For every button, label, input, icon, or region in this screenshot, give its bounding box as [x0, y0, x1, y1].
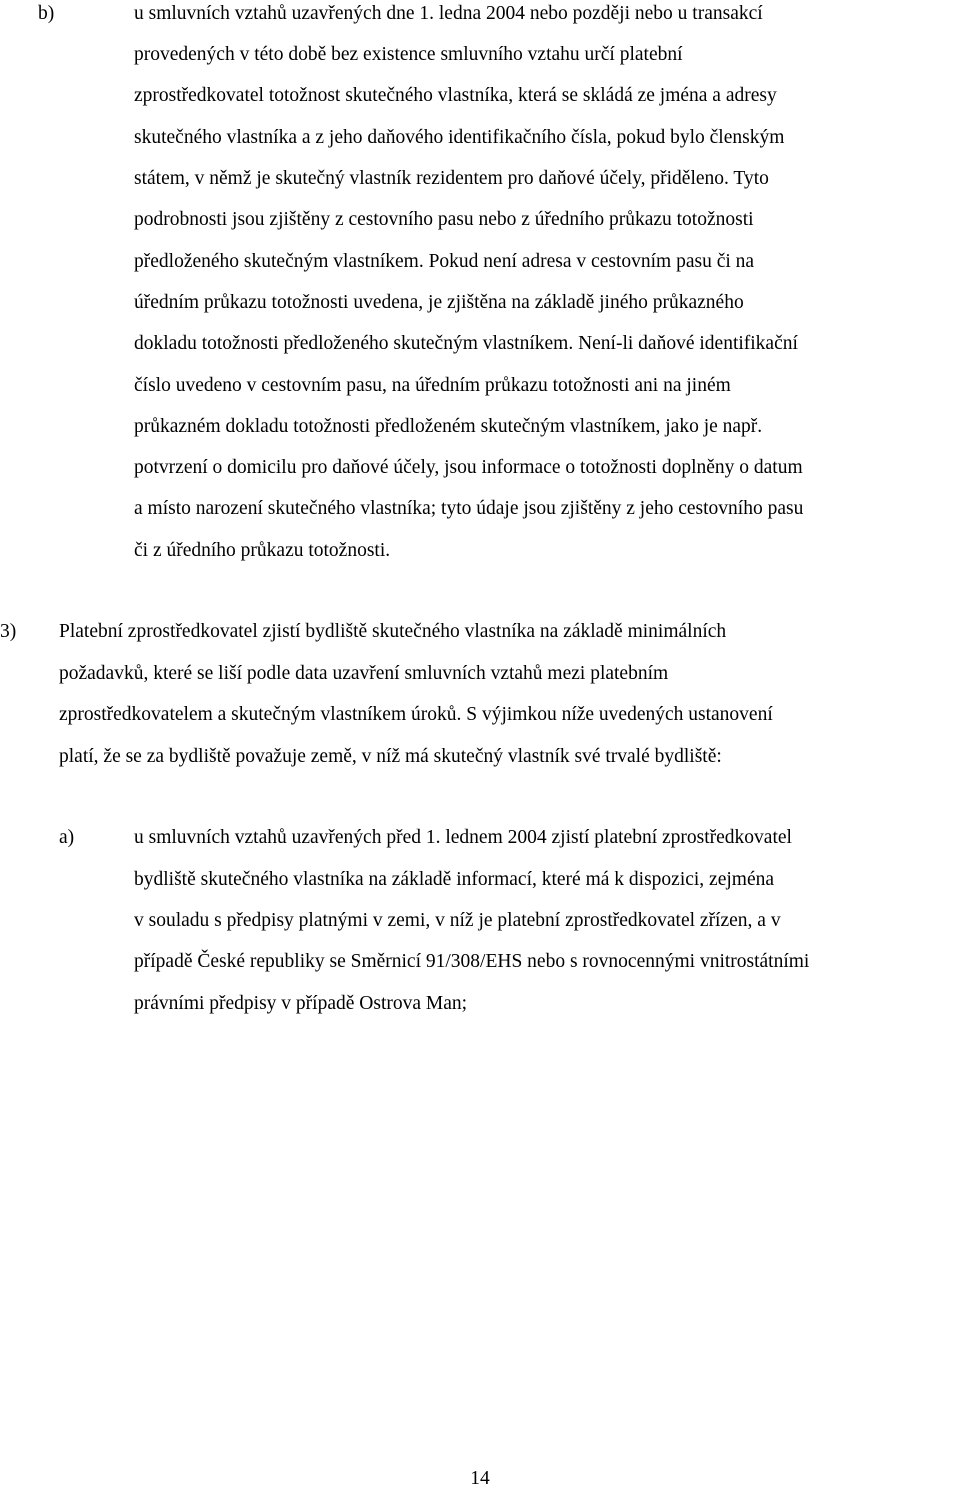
item-3-line: zprostředkovatelem a skutečným vlastníkem úroků. S výjimkou níže uvedených ustanovení — [59, 704, 773, 725]
item-b-line: státem, v němž je skutečný vlastník rezidentem pro daňové účely, přiděleno. Tyto — [134, 168, 769, 189]
item-b-line: průkazném dokladu totožnosti předloženém skutečným vlastníkem, jako je např. — [134, 416, 763, 437]
page-number: 14 — [470, 1468, 490, 1489]
item-a-line: případě České republiky se Směrnicí 91/308/EHS nebo s rovnocennými vnitrostátními — [134, 951, 810, 972]
item-a-line: bydliště skutečného vlastníka na základě informací, které má k dispozici, zejména — [134, 869, 775, 890]
item-b-line: či z úředního průkazu totožnosti. — [134, 540, 391, 561]
item-b-line: úředním průkazu totožnosti uvedena, je zjištěna na základě jiného průkazného — [134, 292, 744, 313]
item-a-line: právními předpisy v případě Ostrova Man; — [134, 993, 468, 1014]
item-b-line: skutečného vlastníka a z jeho daňového identifikačního čísla, pokud bylo členským — [134, 127, 785, 148]
item-b-line: provedených v této době bez existence smluvního vztahu určí platební — [134, 44, 683, 65]
item-a-marker: a) — [59, 827, 75, 848]
item-b-line: podrobnosti jsou zjištěny z cestovního pasu nebo z úředního průkazu totožnosti — [134, 209, 754, 230]
item-b-marker: b) — [38, 3, 55, 24]
item-3-line: Platební zprostředkovatel zjistí bydliště skutečného vlastníka na základě minimálních — [59, 621, 727, 642]
item-a-line: u smluvních vztahů uzavřených před 1. lednem 2004 zjistí platební zprostředkovatel — [134, 827, 792, 848]
item-b-line: číslo uvedeno v cestovním pasu, na úředním průkazu totožnosti ani na jiném — [134, 375, 731, 396]
item-a-line: v souladu s předpisy platnými v zemi, v níž je platební zprostředkovatel zřízen, a v — [134, 910, 781, 931]
item-b-line: dokladu totožnosti předloženého skutečným vlastníkem. Není-li daňové identifikační — [134, 333, 798, 354]
item-3-marker: 3) — [0, 621, 17, 642]
item-b-line: u smluvních vztahů uzavřených dne 1. ledna 2004 nebo později nebo u transakcí — [134, 3, 763, 24]
item-b-line: a místo narození skutečného vlastníka; tyto údaje jsou zjištěny z jeho cestovního pasu — [134, 498, 804, 519]
item-b-line: zprostředkovatel totožnost skutečného vlastníka, která se skládá ze jména a adresy — [134, 85, 777, 106]
item-3-line: požadavků, které se liší podle data uzavření smluvních vztahů mezi platebním — [59, 663, 669, 684]
item-b-line: potvrzení o domicilu pro daňové účely, jsou informace o totožnosti doplněny o datum — [134, 457, 803, 478]
item-b-line: předloženého skutečným vlastníkem. Pokud není adresa v cestovním pasu či na — [134, 251, 755, 272]
item-3-line: platí, že se za bydliště považuje země, v níž má skutečný vlastník své trvalé bydliště: — [59, 746, 722, 767]
